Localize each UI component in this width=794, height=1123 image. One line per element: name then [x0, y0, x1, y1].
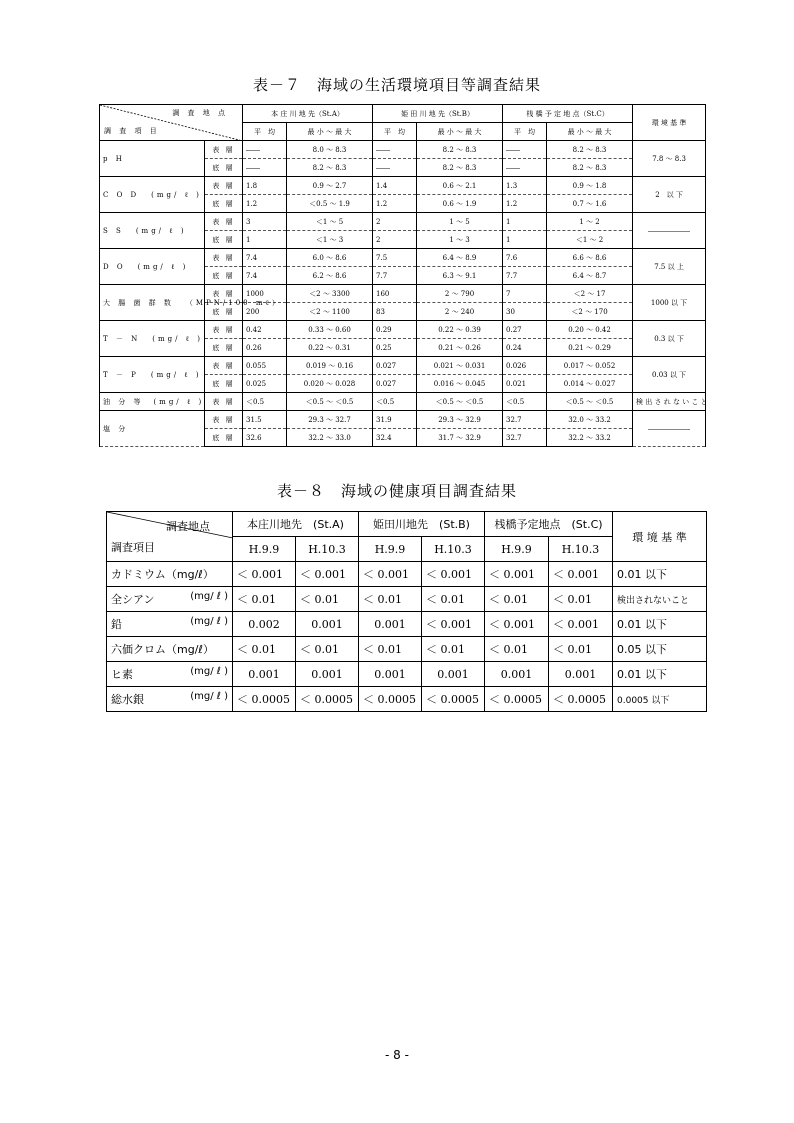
- value-cell: ＜ 0.001: [549, 612, 613, 637]
- avg-station-a-bottom: ――: [243, 159, 287, 177]
- avg-station-b-surface: 1.4: [373, 177, 417, 195]
- value-cell: ＜ 0.001: [422, 562, 485, 587]
- range-station-a-surface: 29.3 ～ 32.7: [287, 411, 373, 429]
- avg-station-a-surface: 1.8: [243, 177, 287, 195]
- range-station-c-bottom: 8.2 ～ 8.3: [547, 159, 633, 177]
- range-station-c-surface: 0.017 ～ 0.052: [547, 357, 633, 375]
- value-cell: 0.001: [359, 662, 422, 687]
- item-unit: (mg/ ℓ ): [150, 370, 202, 379]
- item-name: [107, 562, 233, 587]
- value-cell: ＜ 0.0005: [422, 687, 485, 712]
- item-unit: (mg/ ℓ ): [190, 616, 228, 627]
- range-station-a-bottom: 0.020 ～ 0.028: [287, 375, 373, 393]
- avg-station-b-surface: ――: [373, 141, 417, 159]
- value-cell: ＜ 0.01: [233, 587, 296, 612]
- standard-header: 環 境 基 準: [633, 105, 706, 141]
- table7-title: 表－７ 海域の生活環境項目等調査結果: [252, 76, 541, 94]
- avg-station-c-surface: 1: [503, 213, 547, 231]
- item-name: [107, 612, 233, 637]
- layer-surface: 表 層: [205, 177, 243, 195]
- value-cell: ＜ 0.01: [485, 637, 549, 662]
- layer-bottom: 底 層: [205, 267, 243, 285]
- value-cell: ＜ 0.01: [549, 587, 613, 612]
- standard-value: 0.3 以 下: [633, 321, 706, 357]
- avg-station-a-bottom: 0.025: [243, 375, 287, 393]
- avg-station-b-surface: 7.5: [373, 249, 417, 267]
- value-cell: ＜ 0.001: [549, 562, 613, 587]
- layer-surface: 表 層: [205, 321, 243, 339]
- item-label: 大 腸 菌 群 数: [103, 298, 174, 307]
- range-station-b-surface: 0.6 ～ 2.1: [417, 177, 503, 195]
- value-cell: ＜ 0.001: [233, 562, 296, 587]
- avg-station-c-surface: 0.27: [503, 321, 547, 339]
- value-cell: ＜ 0.0005: [233, 687, 296, 712]
- item-name: [100, 141, 205, 177]
- item-name: [100, 357, 205, 393]
- range-station-a-surface: ＜2 ～ 3300: [287, 285, 373, 303]
- avg-station-b-bottom: 0.25: [373, 339, 417, 357]
- range-station-a-surface: 0.33 ～ 0.60: [287, 321, 373, 339]
- range-station-b-bottom: 1 ～ 3: [417, 231, 503, 249]
- avg-station-c-bottom: 7.7: [503, 267, 547, 285]
- value-cell: ＜ 0.01: [296, 587, 359, 612]
- avg-station-a-surface: 3: [243, 213, 287, 231]
- avg-station-c-bottom: 1.2: [503, 195, 547, 213]
- range-station-b-bottom: 0.21 ～ 0.26: [417, 339, 503, 357]
- value-cell: ＜ 0.01: [549, 637, 613, 662]
- standard-value: 検 出 さ れ な い こ と: [633, 393, 706, 411]
- avg-station-c-surface: 32.7: [503, 411, 547, 429]
- range-station-c-bottom: 6.4 ～ 8.7: [547, 267, 633, 285]
- station-b-header: 姫田川地先 (St.B): [359, 512, 485, 537]
- range-station-b-bottom: 31.7 ～ 32.9: [417, 429, 503, 447]
- range-header: 最 小 ～ 最 大: [417, 123, 503, 141]
- range-station-c-bottom: 0.014 ～ 0.027: [547, 375, 633, 393]
- range-station-c-surface: 1 ～ 2: [547, 213, 633, 231]
- item-label: カドミウム（mg/ℓ）: [111, 568, 214, 581]
- avg-station-c-surface: 1.3: [503, 177, 547, 195]
- table8-diagonal-header: [107, 512, 233, 562]
- table8-title: 表－８ 海域の健康項目調査結果: [276, 482, 517, 500]
- range-station-c-surface: 0.9 ～ 1.8: [547, 177, 633, 195]
- item-name: [107, 637, 233, 662]
- item-name: [100, 321, 205, 357]
- range-station-b-surface: 2 ～ 790: [417, 285, 503, 303]
- value-cell: ＜ 0.001: [359, 562, 422, 587]
- range-station-c-surface: ＜2 ～ 17: [547, 285, 633, 303]
- date-header: H.10.3: [296, 537, 359, 562]
- item-label: T － P: [103, 370, 139, 379]
- table8: [106, 511, 707, 712]
- range-station-a-surface: 6.0 ～ 8.6: [287, 249, 373, 267]
- layer-bottom: 底 層: [205, 159, 243, 177]
- station-c-header: 桟 橋 予 定 地 点（St.C）: [503, 105, 633, 123]
- range-station-b-surface: ＜0.5 ～ ＜0.5: [417, 393, 503, 411]
- item-name: [107, 587, 233, 612]
- avg-station-c-bottom: ――: [503, 159, 547, 177]
- layer-surface: 表 層: [205, 393, 243, 411]
- item-name: [100, 249, 205, 285]
- value-cell: ＜ 0.0005: [549, 687, 613, 712]
- layer-bottom: 底 層: [205, 231, 243, 249]
- table7-diagonal-header: [100, 105, 243, 141]
- range-station-a-surface: 0.9 ～ 2.7: [287, 177, 373, 195]
- avg-station-c-surface: ――: [503, 141, 547, 159]
- range-station-c-bottom: 32.2 ～ 33.2: [547, 429, 633, 447]
- station-c-header: 桟橋予定地点 (St.C): [485, 512, 613, 537]
- value-cell: ＜ 0.01: [422, 637, 485, 662]
- avg-station-b-surface: 160: [373, 285, 417, 303]
- item-unit: (mg/ ℓ ): [190, 591, 228, 602]
- avg-station-c-surface: 7: [503, 285, 547, 303]
- layer-bottom: 底 層: [205, 195, 243, 213]
- avg-station-b-bottom: 32.4: [373, 429, 417, 447]
- avg-station-c-bottom: 0.021: [503, 375, 547, 393]
- item-label: 塩 分: [103, 424, 129, 433]
- range-station-c-surface: 0.20 ～ 0.42: [547, 321, 633, 339]
- standard-value: 検出されないこと: [613, 587, 707, 612]
- date-header: H.9.9: [359, 537, 422, 562]
- value-cell: 0.001: [359, 612, 422, 637]
- range-station-b-surface: 29.3 ～ 32.9: [417, 411, 503, 429]
- date-header: H.9.9: [485, 537, 549, 562]
- avg-header: 平 均: [503, 123, 547, 141]
- range-header: 最 小 ～ 最 大: [287, 123, 373, 141]
- range-station-c-bottom: ＜2 ～ 170: [547, 303, 633, 321]
- avg-station-a-bottom: 32.6: [243, 429, 287, 447]
- avg-station-b-bottom: 83: [373, 303, 417, 321]
- item-label: 鉛: [111, 618, 122, 631]
- value-cell: ＜ 0.001: [422, 612, 485, 637]
- avg-station-a-surface: 0.42: [243, 321, 287, 339]
- layer-surface: 表 層: [205, 285, 243, 303]
- avg-station-a-surface: 31.5: [243, 411, 287, 429]
- range-station-c-bottom: 0.7 ～ 1.6: [547, 195, 633, 213]
- range-station-b-bottom: 2 ～ 240: [417, 303, 503, 321]
- value-cell: ＜ 0.01: [485, 587, 549, 612]
- range-station-c-surface: 8.2 ～ 8.3: [547, 141, 633, 159]
- range-station-b-surface: 0.22 ～ 0.39: [417, 321, 503, 339]
- avg-station-b-surface: 0.29: [373, 321, 417, 339]
- standard-value: 0.0005 以下: [613, 687, 707, 712]
- value-cell: 0.001: [485, 662, 549, 687]
- standard-value: 1000 以 下: [633, 285, 706, 321]
- header-survey-item: 調査項目: [111, 541, 155, 554]
- avg-header: 平 均: [243, 123, 287, 141]
- range-station-b-bottom: 6.3 ～ 9.1: [417, 267, 503, 285]
- value-cell: ＜ 0.01: [422, 587, 485, 612]
- avg-station-b-bottom: 7.7: [373, 267, 417, 285]
- avg-station-c-surface: 0.026: [503, 357, 547, 375]
- layer-surface: 表 層: [205, 213, 243, 231]
- range-header: 最 小 ～ 最 大: [547, 123, 633, 141]
- item-label: 全シアン: [111, 593, 155, 606]
- range-station-b-bottom: 8.2 ～ 8.3: [417, 159, 503, 177]
- range-station-c-bottom: ＜1 ～ 2: [547, 231, 633, 249]
- table7: [99, 104, 706, 447]
- item-name: [100, 411, 205, 447]
- item-name: [107, 687, 233, 712]
- item-unit: (mg/ ℓ ): [190, 691, 228, 702]
- avg-header: 平 均: [373, 123, 417, 141]
- range-station-c-surface: ＜0.5 ～ ＜0.5: [547, 393, 633, 411]
- avg-station-b-bottom: ――: [373, 159, 417, 177]
- range-station-b-surface: 0.021 ～ 0.031: [417, 357, 503, 375]
- item-label: C O D: [103, 190, 140, 199]
- item-label: 総水銀: [111, 693, 144, 706]
- layer-bottom: 底 層: [205, 375, 243, 393]
- value-cell: ＜ 0.0005: [359, 687, 422, 712]
- avg-station-a-bottom: 1.2: [243, 195, 287, 213]
- avg-station-a-surface: 1000: [243, 285, 287, 303]
- range-station-a-bottom: 8.2 ～ 8.3: [287, 159, 373, 177]
- header-survey-point: 調 査 地 点: [172, 109, 228, 117]
- standard-value: 0.01 以下: [613, 562, 707, 587]
- value-cell: 0.001: [549, 662, 613, 687]
- value-cell: ＜ 0.01: [296, 637, 359, 662]
- avg-station-a-bottom: 1: [243, 231, 287, 249]
- range-station-b-surface: 6.4 ～ 8.9: [417, 249, 503, 267]
- avg-station-c-bottom: 1: [503, 231, 547, 249]
- value-cell: ＜ 0.0005: [485, 687, 549, 712]
- value-cell: ＜ 0.001: [296, 562, 359, 587]
- item-unit: (mg/ ℓ ): [137, 262, 189, 271]
- avg-station-b-surface: 0.027: [373, 357, 417, 375]
- avg-station-c-surface: ＜0.5: [503, 393, 547, 411]
- layer-bottom: 底 層: [205, 429, 243, 447]
- avg-station-b-surface: ＜0.5: [373, 393, 417, 411]
- layer-bottom: 底 層: [205, 339, 243, 357]
- layer-surface: 表 層: [205, 249, 243, 267]
- station-a-header: 本庄川地先 (St.A): [233, 512, 359, 537]
- avg-station-b-surface: 31.9: [373, 411, 417, 429]
- avg-station-b-bottom: 1.2: [373, 195, 417, 213]
- item-unit: (mg/ ℓ ): [135, 226, 187, 235]
- standard-value: 7.8 ～ 8.3: [633, 141, 706, 177]
- avg-station-c-bottom: 30: [503, 303, 547, 321]
- range-station-b-bottom: 0.016 ～ 0.045: [417, 375, 503, 393]
- layer-surface: 表 層: [205, 357, 243, 375]
- avg-station-b-bottom: 2: [373, 231, 417, 249]
- standard-header: 環 境 基 準: [613, 512, 707, 562]
- item-name: [100, 177, 205, 213]
- range-station-a-bottom: 32.2 ～ 33.0: [287, 429, 373, 447]
- standard-value: ――――――: [633, 213, 706, 249]
- range-station-c-bottom: 0.21 ～ 0.29: [547, 339, 633, 357]
- avg-station-a-bottom: 200: [243, 303, 287, 321]
- range-station-a-surface: ＜0.5 ～ ＜0.5: [287, 393, 373, 411]
- standard-value: ――――――: [633, 411, 706, 447]
- value-cell: 0.002: [233, 612, 296, 637]
- range-station-b-surface: 8.2 ～ 8.3: [417, 141, 503, 159]
- avg-station-b-surface: 2: [373, 213, 417, 231]
- avg-station-a-bottom: 0.26: [243, 339, 287, 357]
- standard-value: 0.05 以下: [613, 637, 707, 662]
- range-station-a-surface: ＜1 ～ 5: [287, 213, 373, 231]
- avg-station-b-bottom: 0.027: [373, 375, 417, 393]
- layer-surface: 表 層: [205, 141, 243, 159]
- range-station-c-surface: 6.6 ～ 8.6: [547, 249, 633, 267]
- layer-bottom: 底 層: [205, 303, 243, 321]
- date-header: H.9.9: [233, 537, 296, 562]
- value-cell: ＜ 0.001: [485, 612, 549, 637]
- item-name: 油 分 等 (mg/ ℓ ): [100, 393, 205, 411]
- avg-station-a-surface: ＜0.5: [243, 393, 287, 411]
- item-label: S S: [103, 226, 124, 235]
- value-cell: ＜ 0.0005: [296, 687, 359, 712]
- standard-value: 2 以 下: [633, 177, 706, 213]
- value-cell: 0.001: [233, 662, 296, 687]
- item-label: 六価クロム（mg/ℓ）: [111, 643, 214, 656]
- avg-station-a-surface: 0.055: [243, 357, 287, 375]
- range-station-a-surface: 8.0 ～ 8.3: [287, 141, 373, 159]
- standard-value: 0.01 以下: [613, 612, 707, 637]
- item-unit: （MPN/100 mℓ）: [185, 298, 282, 307]
- item-unit: (mg/ ℓ ): [190, 666, 228, 677]
- avg-station-c-surface: 7.6: [503, 249, 547, 267]
- range-station-c-surface: 32.0 ～ 33.2: [547, 411, 633, 429]
- standard-value: 0.01 以下: [613, 662, 707, 687]
- standard-value: 7.5 以 上: [633, 249, 706, 285]
- avg-station-a-bottom: 7.4: [243, 267, 287, 285]
- item-label: ヒ素: [111, 668, 133, 681]
- value-cell: ＜ 0.01: [359, 637, 422, 662]
- range-station-a-bottom: 0.22 ～ 0.31: [287, 339, 373, 357]
- avg-station-c-bottom: 0.24: [503, 339, 547, 357]
- avg-station-a-surface: ――: [243, 141, 287, 159]
- range-station-a-surface: 0.019 ～ 0.16: [287, 357, 373, 375]
- layer-surface: 表 層: [205, 411, 243, 429]
- item-unit: (mg/ ℓ ): [152, 334, 203, 343]
- value-cell: ＜ 0.01: [359, 587, 422, 612]
- item-unit: (mg/ ℓ ): [151, 190, 202, 199]
- standard-value: 0.03 以 下: [633, 357, 706, 393]
- date-header: H.10.3: [422, 537, 485, 562]
- value-cell: 0.001: [296, 612, 359, 637]
- range-station-a-bottom: ＜0.5 ～ 1.9: [287, 195, 373, 213]
- item-name: [107, 662, 233, 687]
- range-station-b-surface: 1 ～ 5: [417, 213, 503, 231]
- item-label: D O: [103, 262, 126, 271]
- value-cell: 0.001: [296, 662, 359, 687]
- range-station-b-bottom: 0.6 ～ 1.9: [417, 195, 503, 213]
- avg-station-a-surface: 7.4: [243, 249, 287, 267]
- range-station-a-bottom: ＜2 ～ 1100: [287, 303, 373, 321]
- value-cell: 0.001: [422, 662, 485, 687]
- header-survey-point: 調査地点: [166, 520, 210, 533]
- range-station-a-bottom: ＜1 ～ 3: [287, 231, 373, 249]
- value-cell: ＜ 0.01: [233, 637, 296, 662]
- page-number: - 8 -: [385, 1048, 409, 1062]
- avg-station-c-bottom: 32.7: [503, 429, 547, 447]
- station-a-header: 本 庄 川 地 先（St.A）: [243, 105, 373, 123]
- item-name: [100, 213, 205, 249]
- value-cell: ＜ 0.001: [485, 562, 549, 587]
- item-label: p H: [103, 154, 125, 163]
- header-survey-item: 調 査 項 目: [104, 127, 160, 135]
- item-label: T － N: [103, 334, 141, 343]
- station-b-header: 姫 田 川 地 先（St.B）: [373, 105, 503, 123]
- range-station-a-bottom: 6.2 ～ 8.6: [287, 267, 373, 285]
- date-header: H.10.3: [549, 537, 613, 562]
